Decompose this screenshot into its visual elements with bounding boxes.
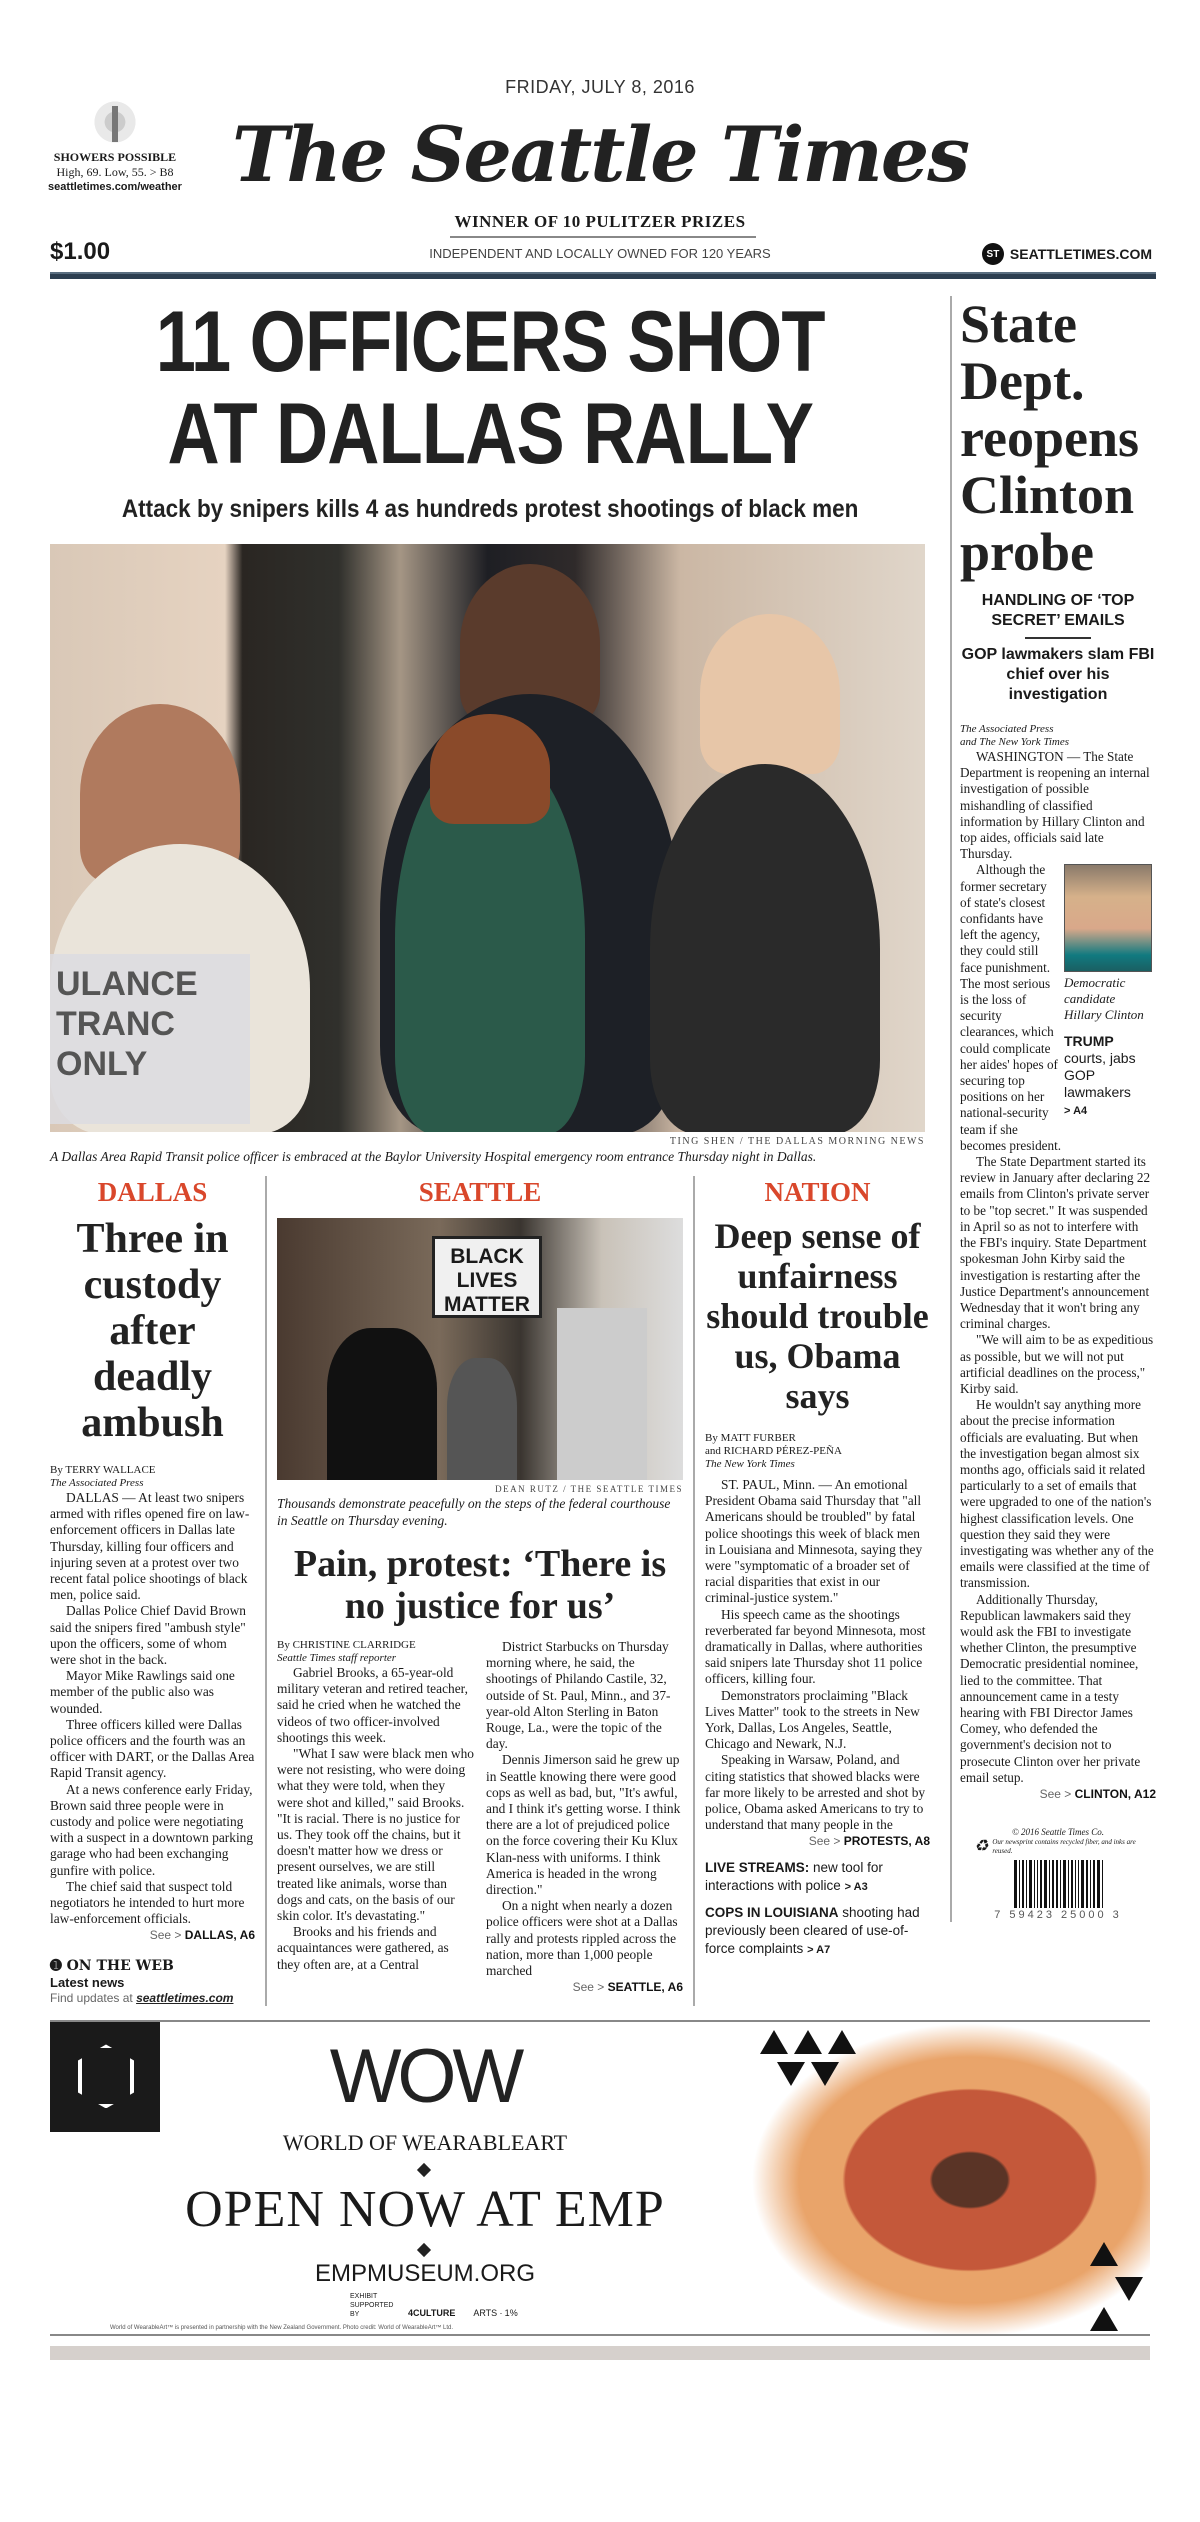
- divider: [1025, 637, 1091, 639]
- barcode-bar: [1037, 1860, 1038, 1908]
- jump-ref: SEATTLE, A6: [607, 1980, 683, 1995]
- paragraph: Dallas Police Chief David Brown said the snipers fired "ambush style" upon the officers, some of whom were shot in the back.: [50, 1603, 246, 1668]
- sponsors: [350, 2292, 518, 2319]
- paragraph: His speech came as the shootings reverberated far beyond Minnesota, most dramatically in Dallas, where authorities said snipers late Thursday shot 11 police officers, killing four.: [705, 1606, 926, 1687]
- masthead-rule: [50, 272, 1156, 279]
- byline-name: By CHRISTINE CLARRIDGE: [277, 1639, 416, 1651]
- barcode-bar: [1029, 1860, 1032, 1908]
- lead-headline-line: 11 OFFICERS SHOT: [155, 294, 825, 390]
- paragraph: Demonstrators proclaiming "Black Lives Matter" took to the streets in New York, Dallas, Los Angeles, Seattle, Chicago and Newark, N.J.: [705, 1687, 920, 1752]
- barcode-bar: [1060, 1860, 1061, 1908]
- clinton-photo-caption: Democratic candidate Hillary Clinton: [1064, 975, 1144, 1023]
- paragraph: Although the former secretary of state's closest confidants have left the agency, they could still face punishment. The most serious is the loss of security clearances, which could complicate her aides' hopes of securing top positions on her national-security team if she becomes president.: [960, 862, 1062, 1153]
- barcode-bar: [1097, 1860, 1100, 1908]
- dallas-headline[interactable]: Three in custody after deadly ambush: [76, 1216, 229, 1446]
- barcode-bar: [1078, 1860, 1079, 1908]
- byline: [705, 1432, 930, 1471]
- see-prefix: See >: [572, 1980, 605, 1995]
- sponsor-logo: ARTS ∙ 1%: [473, 2308, 518, 2319]
- diamond-icon: [417, 2243, 431, 2257]
- clinton-deck: GOP lawmakers slam FBI chief over his investigation: [961, 646, 1155, 703]
- barcode-bar: [1040, 1860, 1042, 1908]
- barcode: [960, 1860, 1156, 1908]
- recycle-icon: ♻: [974, 1838, 989, 1855]
- clinton-story[interactable]: [960, 723, 1156, 1922]
- article-body: [277, 1665, 474, 1973]
- ad-headline: OPEN NOW AT EMP: [185, 2181, 665, 2239]
- paragraph: At a news conference early Friday, Brown said three people were in custody and police were negotiating with a suspect in a downtown parking garage who had been exchanging gunfire with police.: [50, 1781, 254, 1878]
- price: $1.00: [50, 238, 111, 265]
- teaser-link[interactable]: [705, 1904, 930, 1959]
- barcode-bar: [1090, 1860, 1091, 1908]
- photo-credit: DEAN RUTZ / THE SEATTLE TIMES: [495, 1484, 683, 1494]
- on-the-web-label: [50, 1957, 255, 1975]
- footer-bar: [50, 2346, 1150, 2360]
- barcode-bar: [1081, 1860, 1084, 1908]
- paragraph: On a night when nearly a dozen police officers were shot at a Dallas rally and protests rippled across the nation, more than 1,000 people marched: [486, 1898, 678, 1979]
- barcode-bar: [1102, 1860, 1103, 1908]
- barcode-bar: [1093, 1860, 1095, 1908]
- paragraph: "What I saw were black men who were not resisting, who were doing what they were told, when they were shot and killed," said Brooks. "It is racial. There is no justice for us. They took off the chains, but it doesn't matter how we dress or present ourselves, we are still treated like animals, worse than dogs and cats, on the basis of our skin color. It's devastating.": [277, 1746, 474, 1924]
- byline-agency: and The New York Times: [960, 736, 1070, 748]
- clinton-kicker: HANDLING OF ‘TOP SECRET’ EMAILS: [981, 592, 1135, 629]
- teaser-ref: > A7: [807, 1944, 831, 1957]
- byline-agency: Seattle Times staff reporter: [277, 1652, 397, 1664]
- sponsor-logo: 4CULTURE: [408, 2308, 456, 2319]
- byline-name: and RICHARD PÉREZ-PEÑA: [705, 1445, 842, 1457]
- byline: [50, 1464, 255, 1490]
- lead-subhead-row: [50, 494, 930, 524]
- pulitzer-line: WINNER OF 10 PULITZER PRIZES: [454, 212, 746, 231]
- jump-link[interactable]: [486, 1979, 683, 1995]
- emp-advertisement[interactable]: [50, 2020, 1150, 2336]
- section-label: DALLAS: [97, 1177, 208, 1207]
- teaser-text: shooting had previously been cleared of use-of-force complaints: [705, 1905, 920, 1957]
- page-body: [50, 296, 1156, 2360]
- barcode-bar: [1022, 1860, 1024, 1908]
- jump-link[interactable]: [960, 1786, 1156, 1802]
- jump-ref: PROTESTS, A8: [843, 1834, 930, 1849]
- barcode-bar: [1075, 1860, 1076, 1908]
- paragraph: The chief said that suspect told negotiators he intended to hurt more law-enforcement officials.: [50, 1878, 245, 1927]
- lead-subhead: Attack by snipers kills 4 as hundreds protest shootings of black men: [121, 495, 859, 523]
- jump-link[interactable]: [705, 1833, 930, 1849]
- recycle-text: Our newsprint contains recycled fiber, and inks are reused.: [992, 1838, 1136, 1855]
- on-the-web-box[interactable]: [50, 1957, 255, 2006]
- barcode-bar: [1026, 1860, 1027, 1908]
- section-label: SEATTLE: [418, 1177, 542, 1207]
- weather-condition: SHOWERS POSSIBLE: [53, 150, 177, 164]
- barcode-bar: [1034, 1860, 1035, 1908]
- barcode-bar: [1068, 1860, 1069, 1908]
- byline-agency: The New York Times: [705, 1458, 795, 1470]
- paragraph: Dennis Jimerson said he grew up in Seattle knowing there were good cops as well as bad, but, "It's awful, and I think it's getting worse. I think there are a lot of prejudiced police on the force covering their Ku Klux Klan-ness with uniforms. I think America is headed in the wrong direction.": [486, 1752, 681, 1898]
- barcode-bar: [1063, 1860, 1066, 1908]
- web-link[interactable]: seattletimes.com: [136, 1991, 234, 2006]
- barcode-bar: [1086, 1860, 1088, 1908]
- supported-by: EXHIBIT SUPPORTED BY: [350, 2293, 394, 2319]
- clinton-photo-box: [1064, 864, 1156, 1120]
- web-title: Latest news: [50, 1975, 125, 1991]
- ambulance-sign: ULANCE TRANC ONLY: [50, 954, 250, 1124]
- lead-photo[interactable]: [50, 544, 925, 1132]
- see-prefix: See >: [808, 1834, 841, 1849]
- article-body: [486, 1639, 683, 1979]
- weather-link[interactable]: seattletimes.com/weather: [48, 181, 182, 193]
- teaser-bold: LIVE STREAMS:: [705, 1860, 810, 1876]
- article-body: [50, 1490, 255, 1927]
- wearable-art-photo: [750, 2022, 1150, 2336]
- jump-ref: DALLAS, A6: [184, 1928, 255, 1943]
- barcode-bar: [1052, 1860, 1054, 1908]
- byline-agency: The Associated Press: [50, 1477, 144, 1489]
- paragraph: ST. PAUL, Minn. — An emotional President Obama said Thursday that "all Americans should be troubled" by fatal police shootings this week of black men in Louisiana and Minnesota, saying they were "symptomatic of a broader set of racial disparities that exist in our criminal-justice system.": [705, 1477, 923, 1606]
- wow-logo: WOW: [329, 2034, 521, 2120]
- web-text: Find updates at: [50, 1991, 133, 2006]
- teaser-bold: COPS IN LOUISIANA: [705, 1905, 839, 1921]
- jump-link[interactable]: [50, 1927, 255, 1943]
- website-link[interactable]: [982, 243, 1152, 265]
- paragraph: District Starbucks on Thursday morning where, he said, the shootings of Philando Castile, 32, outside of St. Paul, Minn., and 37-year-old Alton Sterling in Baton Rouge, La., were the topic of the day.: [486, 1639, 671, 1752]
- paragraph: Speaking in Warsaw, Poland, and citing statistics that showed blacks were far more likely to be arrested and shot by police, Obama asked Americans to try to understand that many people in the: [705, 1752, 926, 1833]
- seattle-photo[interactable]: [277, 1218, 683, 1480]
- lead-headline[interactable]: [50, 296, 930, 480]
- teaser-bold: TRUMP: [1064, 1033, 1114, 1050]
- jump-ref: CLINTON, A12: [1074, 1787, 1156, 1801]
- nation-story[interactable]: [693, 1176, 930, 2006]
- barcode-bar: [1056, 1860, 1058, 1908]
- issue-date: FRIDAY, JULY 8, 2016: [505, 77, 695, 97]
- barcode-bar: [1044, 1860, 1047, 1908]
- lead-headline-line: AT DALLAS RALLY: [167, 386, 813, 482]
- emp-logo-icon: [50, 2022, 160, 2132]
- article-body: [960, 749, 1156, 1786]
- left-area: [50, 296, 930, 2006]
- tagline: INDEPENDENT AND LOCALLY OWNED FOR 120 YEARS: [429, 246, 771, 261]
- weather-temps: High, 69. Low, 55. > B8: [56, 165, 174, 179]
- right-column: [950, 296, 1156, 1922]
- barcode-bar: [1071, 1860, 1073, 1908]
- byline: [960, 723, 1156, 749]
- recycle-notice: [960, 1838, 1156, 1856]
- web-label-text: ON THE WEB: [66, 1958, 174, 1975]
- seattle-story[interactable]: [265, 1176, 693, 2006]
- diamond-icon: [417, 2163, 431, 2177]
- barcode-bar: [1014, 1860, 1017, 1908]
- protest-sign: BLACK LIVES MATTER: [432, 1236, 542, 1318]
- divider: [450, 236, 756, 238]
- byline: [277, 1639, 474, 1665]
- photo-caption: Thousands demonstrate peacefully on the steps of the federal courthouse in Seattle on Thursday evening.: [277, 1496, 671, 1528]
- clinton-photo[interactable]: [1064, 864, 1152, 972]
- dallas-story[interactable]: [50, 1176, 265, 2006]
- byline-agency: The Associated Press: [960, 723, 1054, 735]
- byline-name: By MATT FURBER: [705, 1432, 796, 1444]
- clinton-headline[interactable]: State Dept. reopens Clinton probe: [960, 294, 1140, 582]
- ad-url[interactable]: EMPMUSEUM.ORG: [314, 2260, 535, 2288]
- paragraph: DALLAS — At least two snipers armed with rifles opened fire on law-enforcement officers in Dallas late Thursday, killing four officers and injuring seven at a protest over two recent fatal police shootings of black men, police said.: [50, 1490, 250, 1603]
- st-logo-icon: ST: [982, 243, 1004, 265]
- barcode-number: 7 59423 25000 3: [994, 1909, 1122, 1921]
- wow-subtitle: WORLD OF WEARABLEART: [282, 2130, 568, 2156]
- photo-credit: TING SHEN / THE DALLAS MORNING NEWS: [669, 1136, 925, 1147]
- ad-fine-print: World of WearableArt™ is presented in partnership with the New Zealand Government. Photo credit: World of WearableArt™ Ltd.: [110, 2325, 454, 2332]
- byline-name: By TERRY WALLACE: [50, 1464, 156, 1476]
- teaser-ref: > A3: [844, 1881, 868, 1894]
- barcode-bar: [1019, 1860, 1020, 1908]
- paragraph: He wouldn't say anything more about the precise information officials are evaluating. But when the investigation began almost six months ago, officials said it related particularly to a set of emails that were upgraded to one of the nation's highest classification levels. One question they said they were investigating was whether any of the emails were classified at the time of transmission.: [960, 1397, 1154, 1591]
- teaser-ref: > A4: [1064, 1105, 1088, 1118]
- paragraph: Additionally Thursday, Republican lawmakers said they would ask the FBI to investigate whether Clinton, the presumptive Democratic presidential nominee, lied to the committee. That announcement came in a testy hearing with FBI Director James Comey, who defended the government's decision not to prosecute Clinton over her private email setup.: [960, 1591, 1141, 1785]
- nation-headline[interactable]: Deep sense of unfairness should trouble us, Obama says: [706, 1216, 929, 1416]
- paragraph: Three officers killed were Dallas police officers and the fourth was an officer with DART, or the Dallas Area Rapid Transit agency.: [50, 1716, 255, 1781]
- paragraph: "We will aim to be as expeditious as possible, but we will not put artificial deadlines on the process," Kirby said.: [960, 1332, 1154, 1396]
- teaser-text: new tool for interactions with police: [705, 1860, 883, 1894]
- newspaper-logo[interactable]: The Seattle Times: [232, 110, 968, 199]
- trump-teaser[interactable]: [1064, 1033, 1156, 1120]
- paragraph: WASHINGTON — The State Department is reopening an internal investigation of possible mishandling of classified information by Hillary Clinton and top aides, officials said late Thursday.: [960, 749, 1150, 862]
- photo-caption: A Dallas Area Rapid Transit police officer is embraced at the Baylor University Hospital emergency room entrance Thursday night in Dallas.: [50, 1149, 817, 1164]
- play-icon: ➊: [50, 1958, 62, 1975]
- article-body: [705, 1477, 930, 1833]
- website-label: SEATTLETIMES.COM: [1009, 246, 1152, 262]
- copyright: © 2016 Seattle Times Co.: [1011, 1827, 1105, 1837]
- see-prefix: See >: [149, 1928, 182, 1943]
- paragraph: Brooks and his friends and acquaintances were gathered, as they often are, at a Central: [277, 1924, 449, 1972]
- section-label: NATION: [764, 1177, 871, 1207]
- paragraph: Mayor Mike Rawlings said one member of the public also was wounded.: [50, 1668, 235, 1716]
- teaser-text: courts, jabs GOP lawmakers: [1064, 1050, 1136, 1101]
- teaser-link[interactable]: [705, 1859, 930, 1896]
- barcode-bar: [1049, 1860, 1050, 1908]
- paragraph: The State Department started its review in January after declaring 22 emails from Clinton's private server to be "top secret." It was suspended in April so as not to interfere with the FBI's inquiry. State Department spokesman John Kirby said the investigation is restarting after the Justice Department's announcement Wednesday that it won't bring any criminal charges.: [960, 1154, 1151, 1332]
- paragraph: Gabriel Brooks, a 65-year-old military veteran and retired teacher, said he cried when he watched the videos of two officer-involved shootings this week.: [277, 1665, 468, 1745]
- see-prefix: See >: [1039, 1787, 1072, 1801]
- seattle-headline[interactable]: Pain, protest: ‘There is no justice for us’: [293, 1543, 667, 1627]
